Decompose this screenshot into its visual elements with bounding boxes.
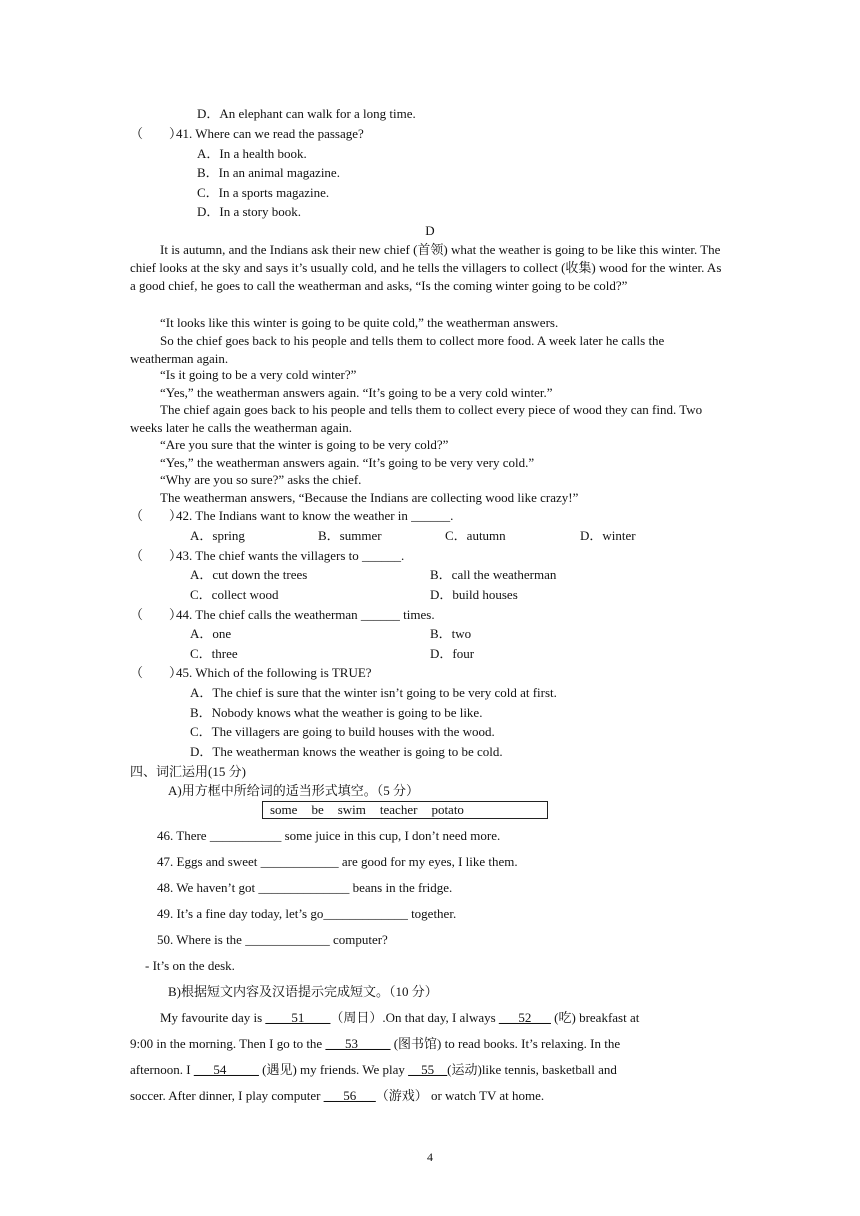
passage-paragraph: So the chief goes back to his people and tells them to collect more food. A week later he calls the weatherman again. (130, 333, 665, 366)
passage-paragraph: The chief again goes back to his people and tells them to collect every piece of wood they can find. Two weeks later he calls the weatherman again. (130, 402, 703, 435)
page-number: 4 (427, 1150, 433, 1164)
passage-paragraph: The weatherman answers, “Because the Indians are collecting wood like crazy!” (160, 490, 579, 505)
blank-56[interactable]: ___56___ (323, 1088, 376, 1103)
blank-51[interactable]: ____51____ (265, 1010, 331, 1025)
part-b-text: (吃) breakfast at (550, 1010, 640, 1025)
q42-option-a: A．spring (190, 528, 245, 543)
section-4-title: 四、词汇运用(15 分) (130, 764, 246, 779)
q45-option-b: B．Nobody knows what the weather is going to be like. (190, 705, 483, 720)
q44-option-c: C．three (190, 646, 238, 661)
question-45 (130, 664, 372, 682)
answer-blank[interactable]: （ ） (130, 548, 183, 563)
q44-option-d: D．four (430, 646, 475, 661)
q42-option-c: C．autumn (445, 528, 506, 543)
part-b-line-3 (130, 1061, 617, 1079)
q42-option-b: B．summer (318, 528, 382, 543)
part-b-text: My favourite day is (160, 1010, 266, 1025)
blank-54[interactable]: ___54_____ (193, 1062, 259, 1077)
q44-option-a: A．one (190, 626, 232, 641)
passage-paragraph: “Why are you so sure?” asks the chief. (160, 472, 362, 487)
question-stem: 42. The Indians want to know the weather in ______. (176, 508, 454, 523)
part-b-text: (运动)like tennis, basketball and (447, 1062, 617, 1077)
word-box-item: be (311, 802, 324, 817)
answer-blank[interactable]: （ ） (130, 665, 183, 680)
part-b-line-2 (130, 1035, 620, 1053)
q43-option-c: C．collect wood (190, 587, 279, 602)
passage-paragraph: It is autumn, and the Indians ask their new chief (首领) what the weather is going to be like this winter. The chief looks at the sky and says it’s usually cold, and he tells the villagers to collect (收集) wood for the winter. As a good chief, he goes to call the weatherman and asks, “Is the coming winter going to be cold?” (130, 242, 722, 293)
word-box (262, 801, 548, 819)
part-b-text: （游戏） or watch TV at home. (375, 1088, 545, 1103)
part-b-line-4 (130, 1087, 544, 1105)
part-b-text: afternoon. I (130, 1062, 194, 1077)
q41-option-b: B．In an animal magazine. (197, 165, 340, 180)
passage-paragraph: “Yes,” the weatherman answers again. “It’s going to be a very cold winter.” (160, 385, 553, 400)
q41-option-a: A．In a health book. (197, 146, 307, 161)
q45-option-a: A．The chief is sure that the winter isn’t going to be very cold at first. (190, 685, 557, 700)
answer-blank[interactable]: （ ） (130, 607, 183, 622)
q45-option-d: D．The weatherman knows the weather is going to be cold. (190, 744, 503, 759)
fill-item-47: 47. Eggs and sweet ____________ are good for my eyes, I like them. (157, 854, 518, 869)
fill-item-49: 49. It’s a fine day today, let’s go_____________ together. (157, 906, 457, 921)
q43-option-d: D．build houses (430, 587, 518, 602)
question-41 (130, 125, 364, 143)
blank-52[interactable]: ___52___ (498, 1010, 551, 1025)
part-b-text: (遇见) my friends. We play (258, 1062, 409, 1077)
q43-option-b: B．call the weatherman (430, 567, 557, 582)
q43-option-a: A．cut down the trees (190, 567, 308, 582)
part-a-title: A)用方框中所给词的适当形式填空。（5 分） (168, 783, 419, 798)
question-stem: 44. The chief calls the weatherman ______ times. (176, 607, 435, 622)
blank-55[interactable]: __55__ (408, 1062, 448, 1077)
part-b-line-1 (160, 1009, 639, 1027)
q42-option-d: D．winter (580, 528, 636, 543)
question-42 (130, 507, 453, 525)
question-stem: 45. Which of the following is TRUE? (176, 665, 372, 680)
question-44 (130, 606, 435, 624)
fill-item-46: 46. There ___________ some juice in this cup, I don’t need more. (157, 828, 501, 843)
question-43 (130, 547, 404, 565)
q41-option-d: D．In a story book. (197, 204, 301, 219)
blank-53[interactable]: ___53_____ (325, 1036, 391, 1051)
fill-item-48: 48. We haven’t got ______________ beans in the fridge. (157, 880, 453, 895)
fill-item-50: 50. Where is the _____________ computer? (157, 932, 388, 947)
q41-option-c: C．In a sports magazine. (197, 185, 330, 200)
part-b-text: (图书馆) to read books. It’s relaxing. In the (390, 1036, 621, 1051)
passage-paragraph: “Yes,” the weatherman answers again. “It’s going to be very very cold.” (160, 455, 535, 470)
question-stem: 41. Where can we read the passage? (176, 126, 364, 141)
part-b-text: soccer. After dinner, I play computer (130, 1088, 324, 1103)
q44-option-b: B．two (430, 626, 472, 641)
passage-paragraph: “It looks like this winter is going to be quite cold,” the weatherman answers. (160, 315, 559, 330)
part-b-title: B)根据短文内容及汉语提示完成短文。（10 分） (168, 984, 438, 999)
question-stem: 43. The chief wants the villagers to ______. (176, 548, 405, 563)
part-b-text: 9:00 in the morning. Then I go to the (130, 1036, 326, 1051)
answer-blank[interactable]: （ ） (130, 508, 183, 523)
part-b-text: （周日）.On that day, I always (330, 1010, 499, 1025)
word-box-item: swim (337, 802, 366, 817)
answer-blank[interactable]: （ ） (130, 126, 183, 141)
q40-option-d: D．An elephant can walk for a long time. (197, 106, 416, 121)
word-box-item: teacher (379, 802, 418, 817)
passage-paragraph: “Are you sure that the winter is going to be very cold?” (160, 437, 449, 452)
q45-option-c: C．The villagers are going to build houses with the wood. (190, 724, 495, 739)
word-box-item: some (270, 802, 298, 817)
word-box-item: potato (431, 802, 464, 817)
passage-letter: D (425, 223, 435, 238)
fill-item-50-answer: - It’s on the desk. (145, 958, 235, 973)
passage-paragraph: “Is it going to be a very cold winter?” (160, 367, 357, 382)
